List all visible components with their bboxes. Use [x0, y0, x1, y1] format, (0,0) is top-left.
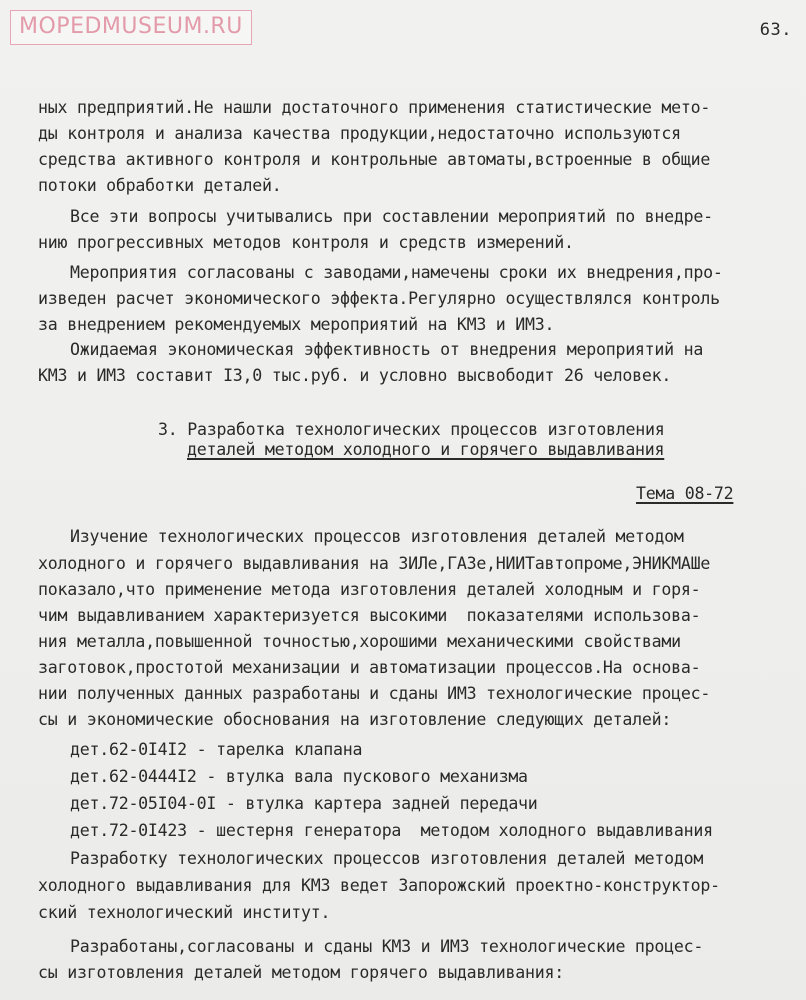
text-line: чим выдавливанием характеризуется высокими показателями использова-	[38, 606, 701, 625]
parts-list-item: дет.72-05I04-0I - втулка картера задней передачи	[70, 794, 538, 813]
parts-list-item: дет.62-0I4I2 - тарелка клапана	[70, 740, 363, 759]
text-line: ных предприятий.Не нашли достаточного применения статистические мето-	[38, 98, 711, 117]
section-heading-line1: 3. Разработка технологических процессов изготовления	[158, 420, 665, 439]
parts-list-item: дет.72-0I423 - шестерня генератора методом холодного выдавливания	[70, 821, 713, 840]
text-line: Разработку технологических процессов изготовления деталей методом	[70, 849, 704, 868]
text-line: за внедрением рекомендуемых мероприятий на КМЗ и ИМЗ.	[38, 315, 555, 334]
text-line: холодного выдавливания для КМЗ ведет Запорожский проектно-конструктор-	[38, 876, 720, 895]
text-line: ский технологический институт.	[38, 903, 331, 922]
text-line: потоки обработки деталей.	[38, 176, 282, 195]
text-line: холодного и горячего выдавливания на ЗИЛе,ГАЗе,НИИТавтопроме,ЭНИКМАШе	[38, 554, 711, 573]
text-line: заготовок,простотой механизации и автоматизации процессов.На основа-	[38, 658, 701, 677]
text-line: ды контроля и анализа качества продукции,недостаточно используются	[38, 124, 681, 143]
text-line: изведен расчет экономического эффекта.Регулярно осуществлялся контроль	[38, 289, 720, 308]
theme-label: Тема 08-72	[636, 484, 734, 503]
text-line: показало,что применение метода изготовления деталей холодным и горя-	[38, 580, 701, 599]
text-line: Разработаны,согласованы и сданы КМЗ и ИМЗ технологические процес-	[70, 937, 704, 956]
text-line: Все эти вопросы учитывались при составлении мероприятий по внедре-	[70, 207, 713, 226]
parts-list-item: дет.62-0444I2 - втулка вала пускового механизма	[70, 767, 528, 786]
page-number: 63.	[759, 20, 792, 40]
section-heading-line2: деталей методом холодного и горячего выдавливания	[187, 440, 665, 459]
text-line: сы и экономические обоснования на изготовление следующих деталей:	[38, 710, 672, 729]
text-line: сы изготовления деталей методом горячего выдавливания:	[38, 963, 564, 982]
text-line: нию прогрессивных методов контроля и средств измерений.	[38, 233, 574, 252]
text-line: КМЗ и ИМЗ составит I3,0 тыс.руб. и условно высвободит 26 человек.	[38, 366, 672, 385]
text-line: ния металла,повышенной точностью,хорошими механическими свойствами	[38, 632, 681, 651]
text-line: Ожидаемая экономическая эффективность от внедрения мероприятий на	[70, 340, 704, 359]
text-line: нии полученных данных разработаны и сданы ИМЗ технологические процес-	[38, 684, 711, 703]
watermark-logo: MOPEDMUSEUM.RU	[10, 10, 252, 45]
text-line: Мероприятия согласованы с заводами,намечены сроки их внедрения,про-	[70, 263, 723, 282]
text-line: средства активного контроля и контрольные автоматы,встроенные в общие	[38, 150, 711, 169]
text-line: Изучение технологических процессов изготовления деталей методом	[70, 527, 684, 546]
